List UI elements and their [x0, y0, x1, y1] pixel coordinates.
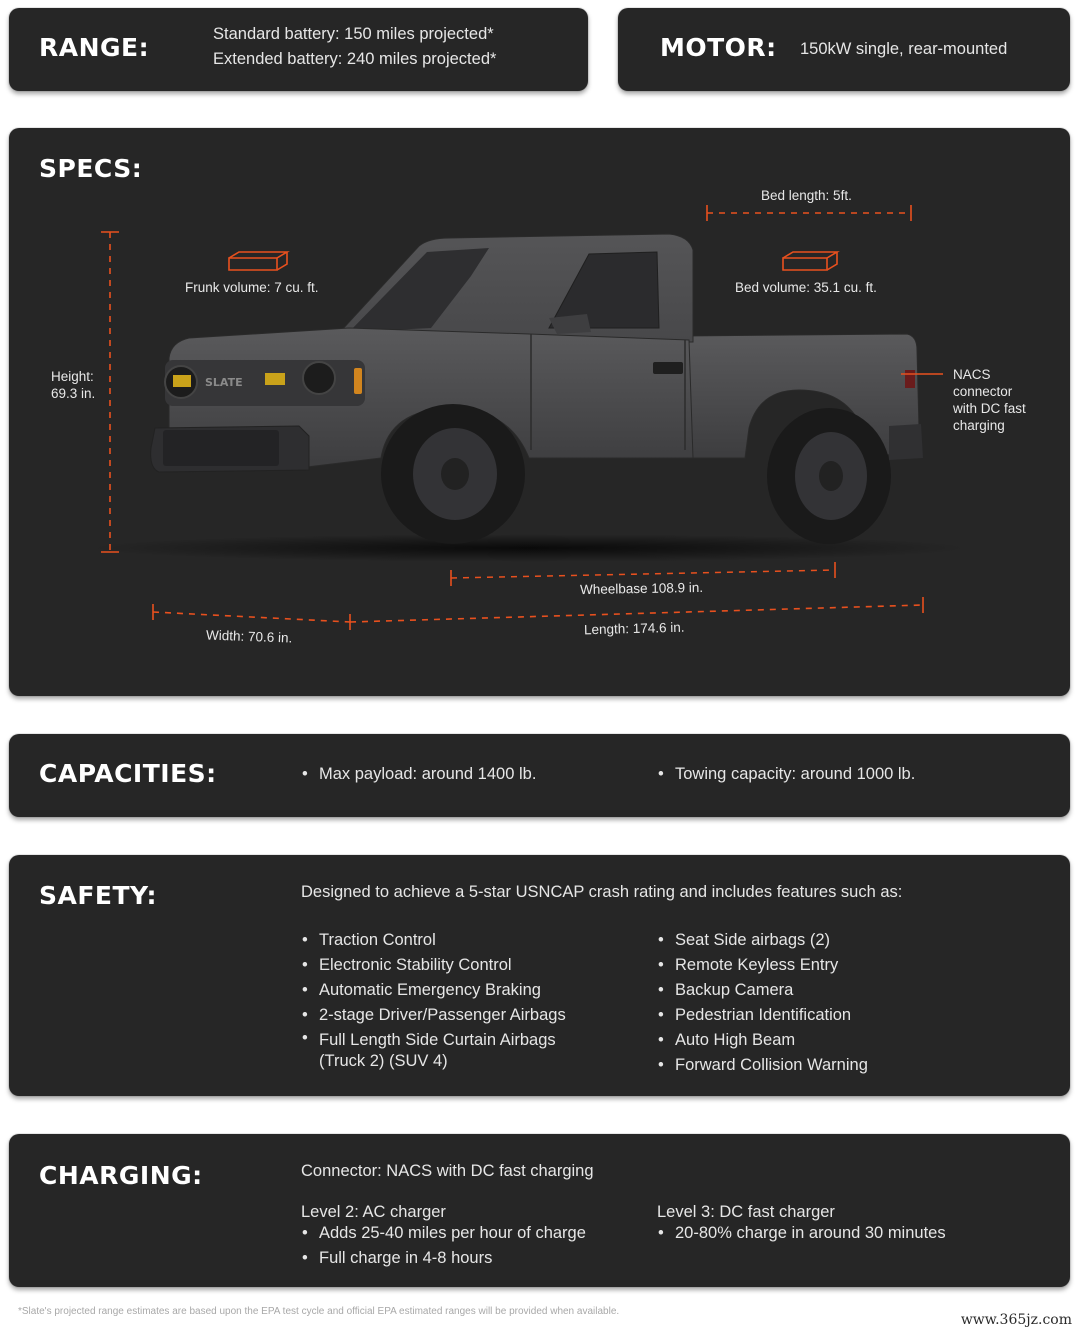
level2-item: • Full charge in 4-8 hours — [301, 1246, 586, 1271]
capacities-list-left — [301, 762, 536, 787]
nacs-port — [905, 370, 915, 388]
wheelbase-dimension — [451, 570, 835, 578]
frunk-box-icon — [229, 252, 287, 270]
safety-list-right — [657, 928, 868, 1078]
range-extended: Extended battery: 240 miles projected* — [213, 50, 497, 68]
safety-list-left — [301, 928, 621, 1071]
nacs-label-1: NACS — [953, 367, 991, 382]
safety-item: • Traction Control — [301, 928, 621, 953]
specs-card — [9, 128, 1070, 696]
level3-item: • 20-80% charge in around 30 minutes — [657, 1221, 946, 1246]
door-handle — [653, 362, 683, 374]
bed-volume-label: Bed volume: 35.1 cu. ft. — [735, 280, 877, 295]
range-heading: RANGE: — [39, 33, 150, 62]
safety-item: • Pedestrian Identification — [657, 1003, 868, 1028]
charging-connector: Connector: NACS with DC fast charging — [301, 1162, 594, 1180]
height-label-2: 69.3 in. — [51, 386, 96, 401]
safety-item: • Forward Collision Warning — [657, 1053, 868, 1078]
safety-item: • Remote Keyless Entry — [657, 953, 868, 978]
motor-value: 150kW single, rear-mounted — [800, 40, 1008, 58]
safety-item: • Electronic Stability Control — [301, 953, 621, 978]
charging-heading: CHARGING: — [39, 1161, 203, 1190]
specs-heading: SPECS: — [39, 154, 143, 183]
rear-wheel — [767, 408, 891, 544]
safety-heading: SAFETY: — [39, 881, 157, 910]
front-wheel — [381, 404, 525, 544]
truck-diagram — [9, 128, 1070, 696]
width-label: Width: 70.6 in. — [205, 627, 293, 646]
rear-bumper — [889, 424, 923, 460]
right-headlight — [303, 362, 335, 394]
level3-list — [657, 1221, 946, 1246]
capacities-card — [9, 734, 1070, 817]
safety-item: • Seat Side airbags (2) — [657, 928, 868, 953]
width-dimension — [153, 612, 350, 622]
safety-item: • 2-stage Driver/Passenger Airbags — [301, 1003, 621, 1028]
watermark: www.365jz.com — [960, 1312, 1072, 1328]
motor-card — [618, 8, 1070, 91]
height-label-1: Height: — [51, 369, 94, 384]
frunk-volume-label: Frunk volume: 7 cu. ft. — [185, 280, 319, 295]
range-standard: Standard battery: 150 miles projected* — [213, 25, 494, 43]
payload-item: • Max payload: around 1400 lb. — [301, 762, 536, 787]
nacs-label-2: connector — [953, 384, 1013, 399]
level2-list — [301, 1221, 586, 1271]
safety-card — [9, 855, 1070, 1096]
range-card — [9, 8, 588, 91]
towing-item: • Towing capacity: around 1000 lb. — [657, 762, 915, 787]
bed-box-icon — [783, 252, 837, 270]
front-marker — [354, 368, 362, 394]
nacs-label-3: with DC fast — [953, 401, 1026, 416]
safety-intro: Designed to achieve a 5-star USNCAP crash rating and includes features such as: — [301, 883, 903, 901]
level3-title: Level 3: DC fast charger — [657, 1203, 835, 1221]
level2-item: • Adds 25-40 miles per hour of charge — [301, 1221, 586, 1246]
range-footnote: *Slate's projected range estimates are based upon the EPA test cycle and official EPA estimated ranges will be provided when available. — [18, 1306, 620, 1317]
charging-card — [9, 1134, 1070, 1287]
capacities-list-right — [657, 762, 915, 787]
capacities-heading: CAPACITIES: — [39, 759, 217, 788]
motor-heading: MOTOR: — [660, 33, 777, 62]
nacs-label-4: charging — [953, 418, 1005, 433]
safety-item: • Automatic Emergency Braking — [301, 978, 621, 1003]
level2-title: Level 2: AC charger — [301, 1203, 446, 1221]
safety-item: • Auto High Beam — [657, 1028, 868, 1053]
bed-length-label: Bed length: 5ft. — [761, 188, 852, 203]
length-label: Length: 174.6 in. — [583, 619, 685, 638]
safety-item: • Backup Camera — [657, 978, 868, 1003]
safety-item: • Full Length Side Curtain Airbags (Truck 2) (SUV 4) — [301, 1028, 591, 1071]
wheelbase-label: Wheelbase 108.9 in. — [579, 579, 704, 598]
slate-badge: SLATE — [205, 376, 243, 389]
